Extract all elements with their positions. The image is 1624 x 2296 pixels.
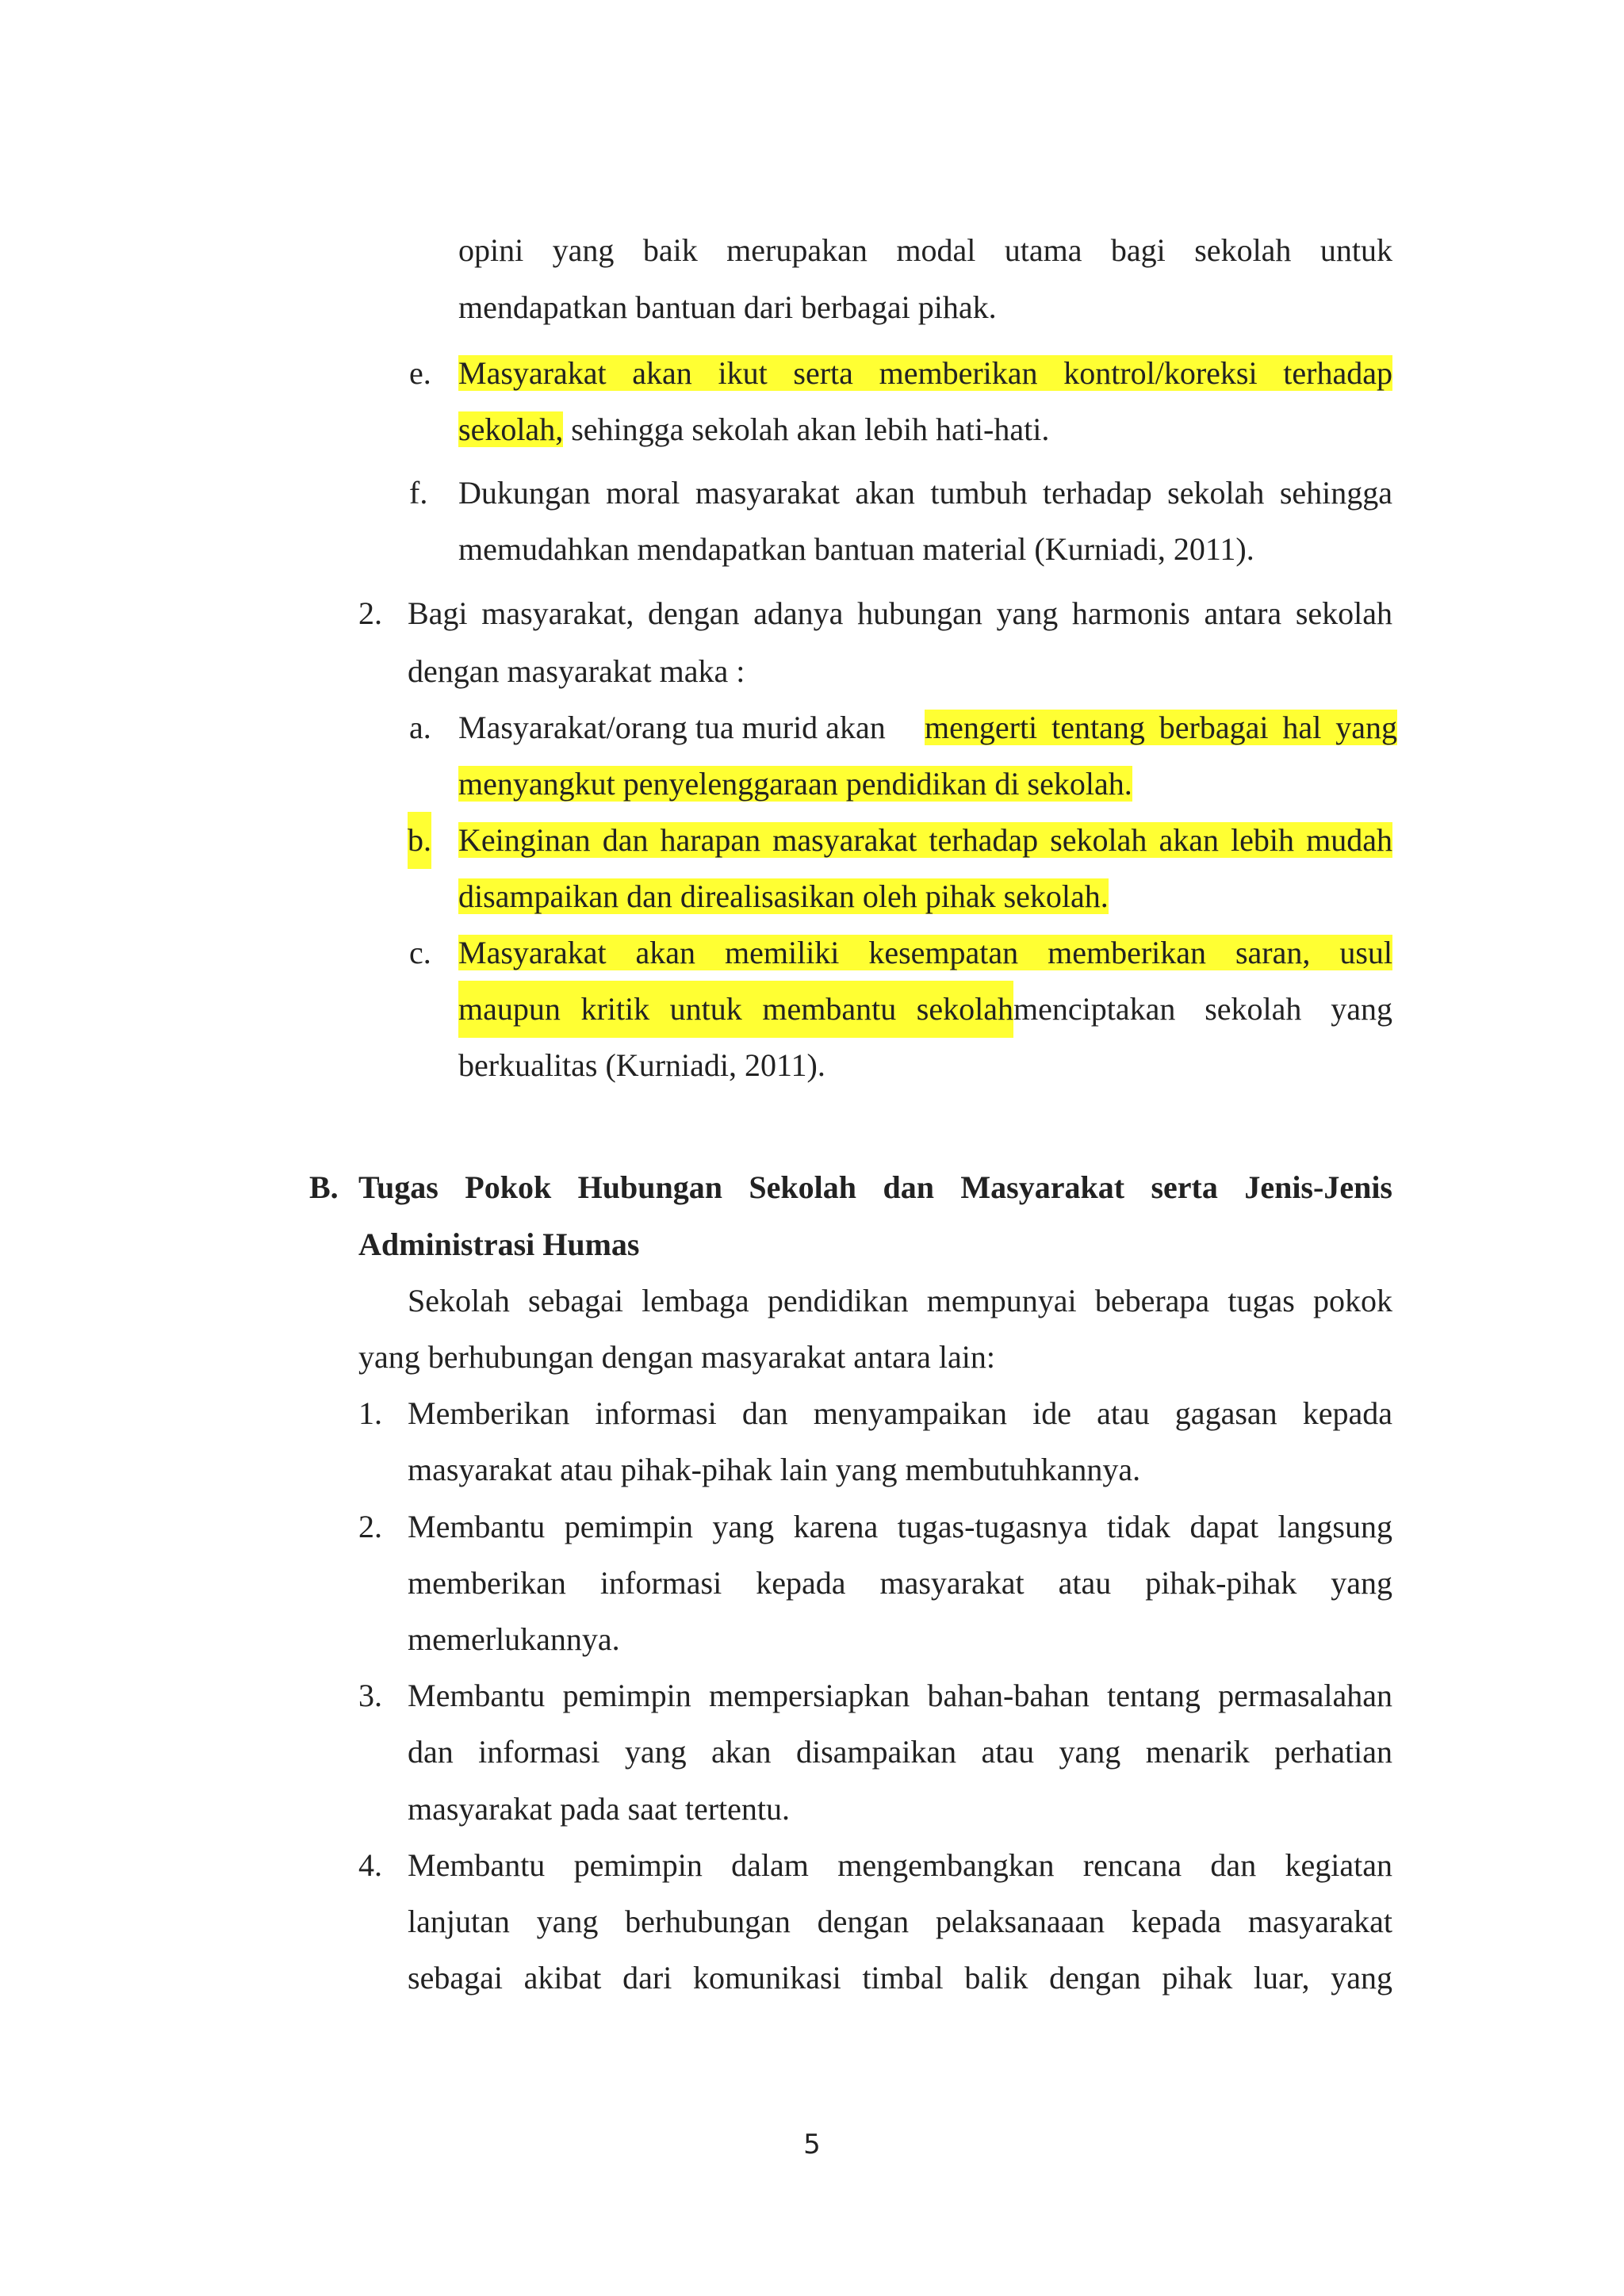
paragraph-line: maupun kritik untuk membantu sekolahmenciptakan sekolah yang — [458, 981, 1392, 1038]
section-heading: Administrasi Humas — [358, 1226, 640, 1262]
list-item-2-line: Bagi masyarakat, dengan adanya hubungan yang harmonis antara sekolah — [408, 595, 1392, 631]
list-item-a-line: Masyarakat/orang tua murid akan — [458, 710, 886, 745]
paragraph-line: sebagai akibat dari komunikasi timbal balik dengan pihak luar, yang — [408, 1960, 1392, 1996]
paragraph-line: masyarakat pada saat tertentu. — [408, 1791, 790, 1827]
list-item-e-line: Masyarakat akan ikut serta memberikan kontrol/koreksi terhadap — [458, 355, 1392, 391]
list-item-c-line: Masyarakat akan memiliki kesempatan memberikan saran, usul — [458, 935, 1392, 970]
list-marker: 2. — [358, 1509, 382, 1544]
list-item-4-line: Membantu pemimpin dalam mengembangkan rencana dan kegiatan — [408, 1847, 1392, 1883]
list-marker: 1. — [358, 1395, 382, 1431]
list-item-1-line: Memberikan informasi dan menyampaikan ide atau gagasan kepada — [408, 1395, 1392, 1431]
paragraph-line: masyarakat atau pihak-pihak lain yang membutuhkannya. — [408, 1452, 1141, 1487]
list-item-b-line: Keinginan dan harapan masyarakat terhadap sekolah akan lebih mudah — [458, 822, 1392, 858]
paragraph-line: memberikan informasi kepada masyarakat atau pihak-pihak yang — [408, 1565, 1392, 1601]
list-marker: b. — [408, 812, 431, 869]
page-number: 5 — [803, 2129, 821, 2160]
paragraph-line: dengan masyarakat maka : — [408, 653, 745, 689]
section-heading: Tugas Pokok Hubungan Sekolah dan Masyarakat serta Jenis-Jenis — [358, 1169, 1392, 1205]
list-marker: 4. — [358, 1847, 382, 1883]
paragraph-line: lanjutan yang berhubungan dengan pelaksanaaan kepada masyarakat — [408, 1904, 1392, 1939]
paragraph-line: berkualitas (Kurniadi, 2011). — [458, 1047, 825, 1083]
list-marker: 3. — [358, 1678, 382, 1713]
paragraph-line: sekolah, sehingga sekolah akan lebih hati-hati. — [458, 411, 1050, 447]
paragraph-line: yang berhubungan dengan masyarakat antara lain: — [358, 1339, 996, 1375]
highlight-segment: mengerti tentang berbagai hal yang — [925, 710, 1397, 745]
list-item-2-line: Membantu pemimpin yang karena tugas-tugasnya tidak dapat langsung — [408, 1509, 1392, 1544]
list-marker: e. — [409, 355, 431, 391]
section-marker: B. — [309, 1169, 339, 1205]
paragraph-line: Sekolah sebagai lembaga pendidikan mempunyai beberapa tugas pokok — [408, 1283, 1392, 1318]
list-item-3-line: Membantu pemimpin mempersiapkan bahan-bahan tentang permasalahan — [408, 1678, 1392, 1713]
list-marker: c. — [409, 935, 431, 970]
paragraph-line: opini yang baik merupakan modal utama bagi sekolah untuk — [458, 232, 1392, 268]
paragraph-line: menyangkut penyelenggaraan pendidikan di sekolah. — [458, 766, 1132, 802]
paragraph-line: memudahkan mendapatkan bantuan material (Kurniadi, 2011). — [458, 531, 1254, 567]
paragraph-line: disampaikan dan direalisasikan oleh pihak sekolah. — [458, 878, 1109, 914]
list-marker: f. — [409, 475, 428, 511]
paragraph-line: dan informasi yang akan disampaikan atau yang menarik perhatian — [408, 1734, 1392, 1770]
list-marker: a. — [409, 710, 431, 745]
paragraph-line: mendapatkan bantuan dari berbagai pihak. — [458, 289, 997, 325]
list-item-f-line: Dukungan moral masyarakat akan tumbuh terhadap sekolah sehingga — [458, 475, 1392, 511]
list-marker: 2. — [358, 595, 382, 631]
paragraph-line: memerlukannya. — [408, 1621, 620, 1657]
